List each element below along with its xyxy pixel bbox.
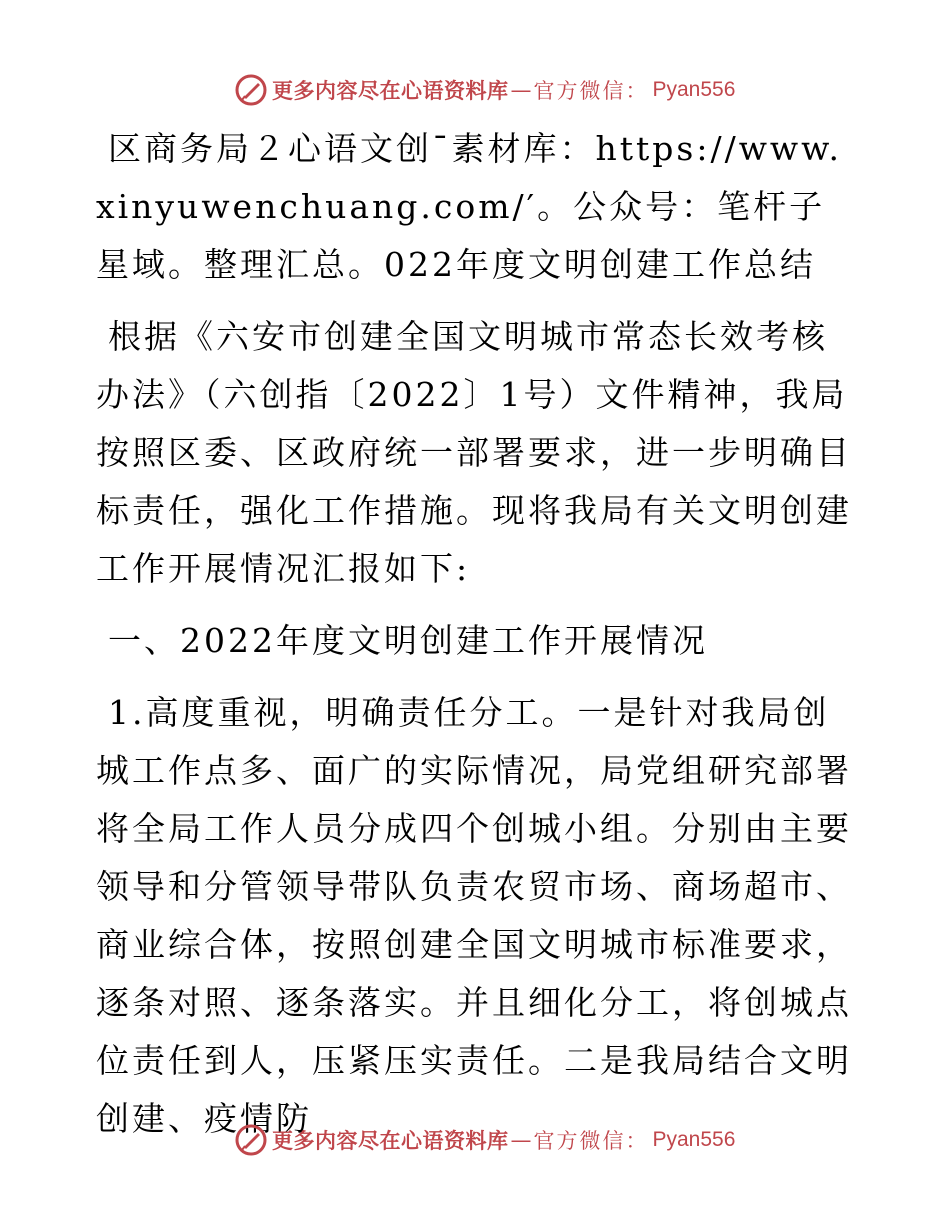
- quill-logo-icon: [234, 1123, 268, 1157]
- watermark-text: 更多内容尽在心语资料库: [272, 1129, 509, 1153]
- paragraph-item-1: 1.高度重视，明确责任分工。一是针对我局创城工作点多、面广的实际情况，局党组研究部署将全局工作人员分成四个创城小组。分别由主要领导和分管领导带队负责农贸市场、商场超市、商业综合体，按照创建全国文明城市标准要求，逐条对照、逐条落实。并且细化分工，将创城点位责任到人，压紧压实责任。二是我局结合文明创建、疫情防: [96, 693, 852, 1138]
- quill-logo-icon: [234, 73, 268, 107]
- document-body: [96, 120, 856, 1162]
- paragraph-basis: 根据《六安市创建全国文明城市常态长效考核办法》（六创指〔2022〕1号）文件精神，我局按照区委、区政府统一部署要求，进一步明确目标责任，强化工作措施。现将我局有关文明创建工作开展情况汇报如下:: [96, 317, 852, 588]
- footer-watermark: [234, 1122, 754, 1158]
- watermark-official-label: 官方微信：: [533, 79, 649, 103]
- watermark-separator: —: [510, 1128, 532, 1152]
- header-watermark: [234, 72, 754, 108]
- section-heading: 一、2022年度文明创建工作开展情况: [108, 621, 708, 660]
- watermark-separator: —: [510, 78, 532, 102]
- watermark-official-label: 官方微信：: [533, 1129, 649, 1153]
- watermark-text: 更多内容尽在心语资料库: [272, 79, 509, 103]
- watermark-wechat-id: Pyan556: [652, 78, 736, 101]
- paragraph-intro: 区商务局２心语文创¯素材库：https://www.xinyuwenchuang.com/′。公众号：笔杆子星域。整理汇总。022年度文明创建工作总结: [96, 129, 843, 284]
- watermark-wechat-id: Pyan556: [652, 1128, 736, 1151]
